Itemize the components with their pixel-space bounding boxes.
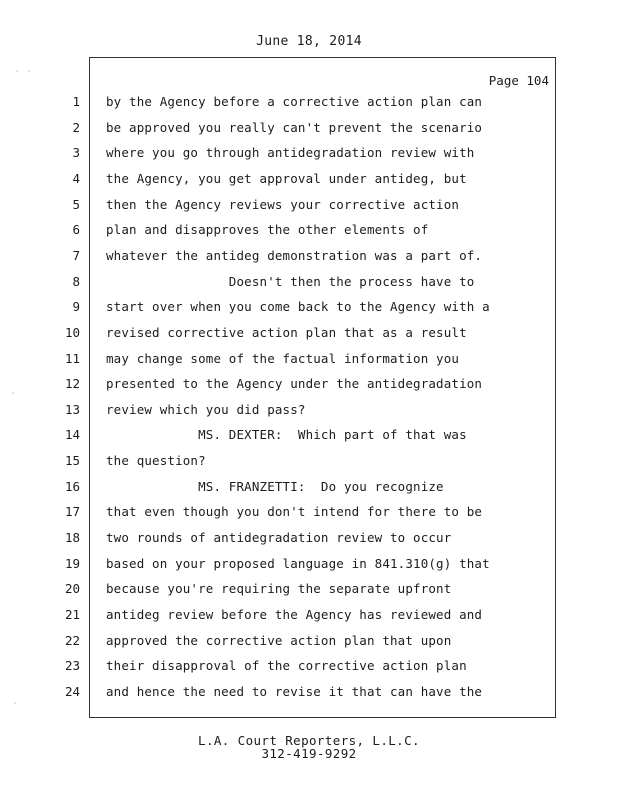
scan-speck: ˙ ˙ [14,70,33,81]
transcript-line: may change some of the factual information you [106,350,460,366]
line-number: 2 [72,119,80,135]
transcript-line: review which you did pass? [106,401,306,417]
transcript-line: MS. FRANZETTI: Do you recognize [106,478,444,494]
transcript-line: based on your proposed language in 841.310(g) that [106,555,490,571]
transcript-line: by the Agency before a corrective action plan can [106,94,483,109]
line-number: 1 [72,94,80,109]
line-number: 22 [64,632,80,648]
court-reporter-name: L.A. Court Reporters, L.L.C. [198,733,420,748]
transcript-line: presented to the Agency under the antidegradation [106,376,483,392]
line-number: 5 [72,196,80,212]
transcript-line: start over when you come back to the Agency with a [106,299,490,315]
line-number: 9 [72,299,80,315]
line-number: 15 [64,453,80,469]
line-number: 17 [64,504,80,520]
transcript-line: Doesn't then the process have to [106,273,475,289]
line-number: 4 [72,170,80,186]
line-number: 14 [64,427,80,443]
line-number: 13 [64,401,80,417]
transcript-line: plan and disapproves the other elements of [106,222,429,238]
line-number: 6 [72,222,80,238]
transcript-line: revised corrective action plan that as a result [106,324,467,340]
line-number: 12 [64,376,80,392]
page-number-label: Page 104 [488,73,549,88]
transcript-line: that even though you don't intend for there to be [106,504,483,520]
transcript-line: the Agency, you get approval under antideg, but [106,170,467,186]
line-number: 7 [72,247,80,263]
transcript-line: the question? [106,453,206,469]
line-number: 3 [72,145,80,161]
transcript-line: MS. DEXTER: Which part of that was [106,427,467,443]
transcript-line: two rounds of antidegradation review to occur [106,530,452,546]
scan-speck: ˙ [12,702,19,713]
line-number: 8 [72,273,80,289]
line-number: 18 [64,530,80,546]
line-number: 24 [64,683,80,699]
line-number: 19 [64,555,80,571]
court-reporter-phone: 312-419-9292 [261,746,357,761]
transcript-line: antideg review before the Agency has reviewed and [106,607,483,622]
transcript-line: approved the corrective action plan that upon [106,632,452,648]
line-number: 21 [64,607,80,622]
line-number: 20 [64,581,80,597]
scan-speck: ˙ [10,392,17,403]
line-number: 10 [64,324,80,340]
transcript-date-header: June 18, 2014 [256,34,362,49]
line-number: 23 [64,658,80,674]
transcript-line: whatever the antideg demonstration was a part of. [106,247,483,263]
transcript-line: because you're requiring the separate upfront [106,581,452,597]
transcript-line: their disapproval of the corrective action plan [106,658,467,674]
transcript-line: be approved you really can't prevent the scenario [106,119,483,135]
line-number: 16 [64,478,80,494]
line-number: 11 [64,350,80,366]
transcript-line: where you go through antidegradation review with [106,145,475,161]
transcript-line: then the Agency reviews your corrective action [106,196,460,212]
transcript-line: and hence the need to revise it that can have the [106,683,483,699]
